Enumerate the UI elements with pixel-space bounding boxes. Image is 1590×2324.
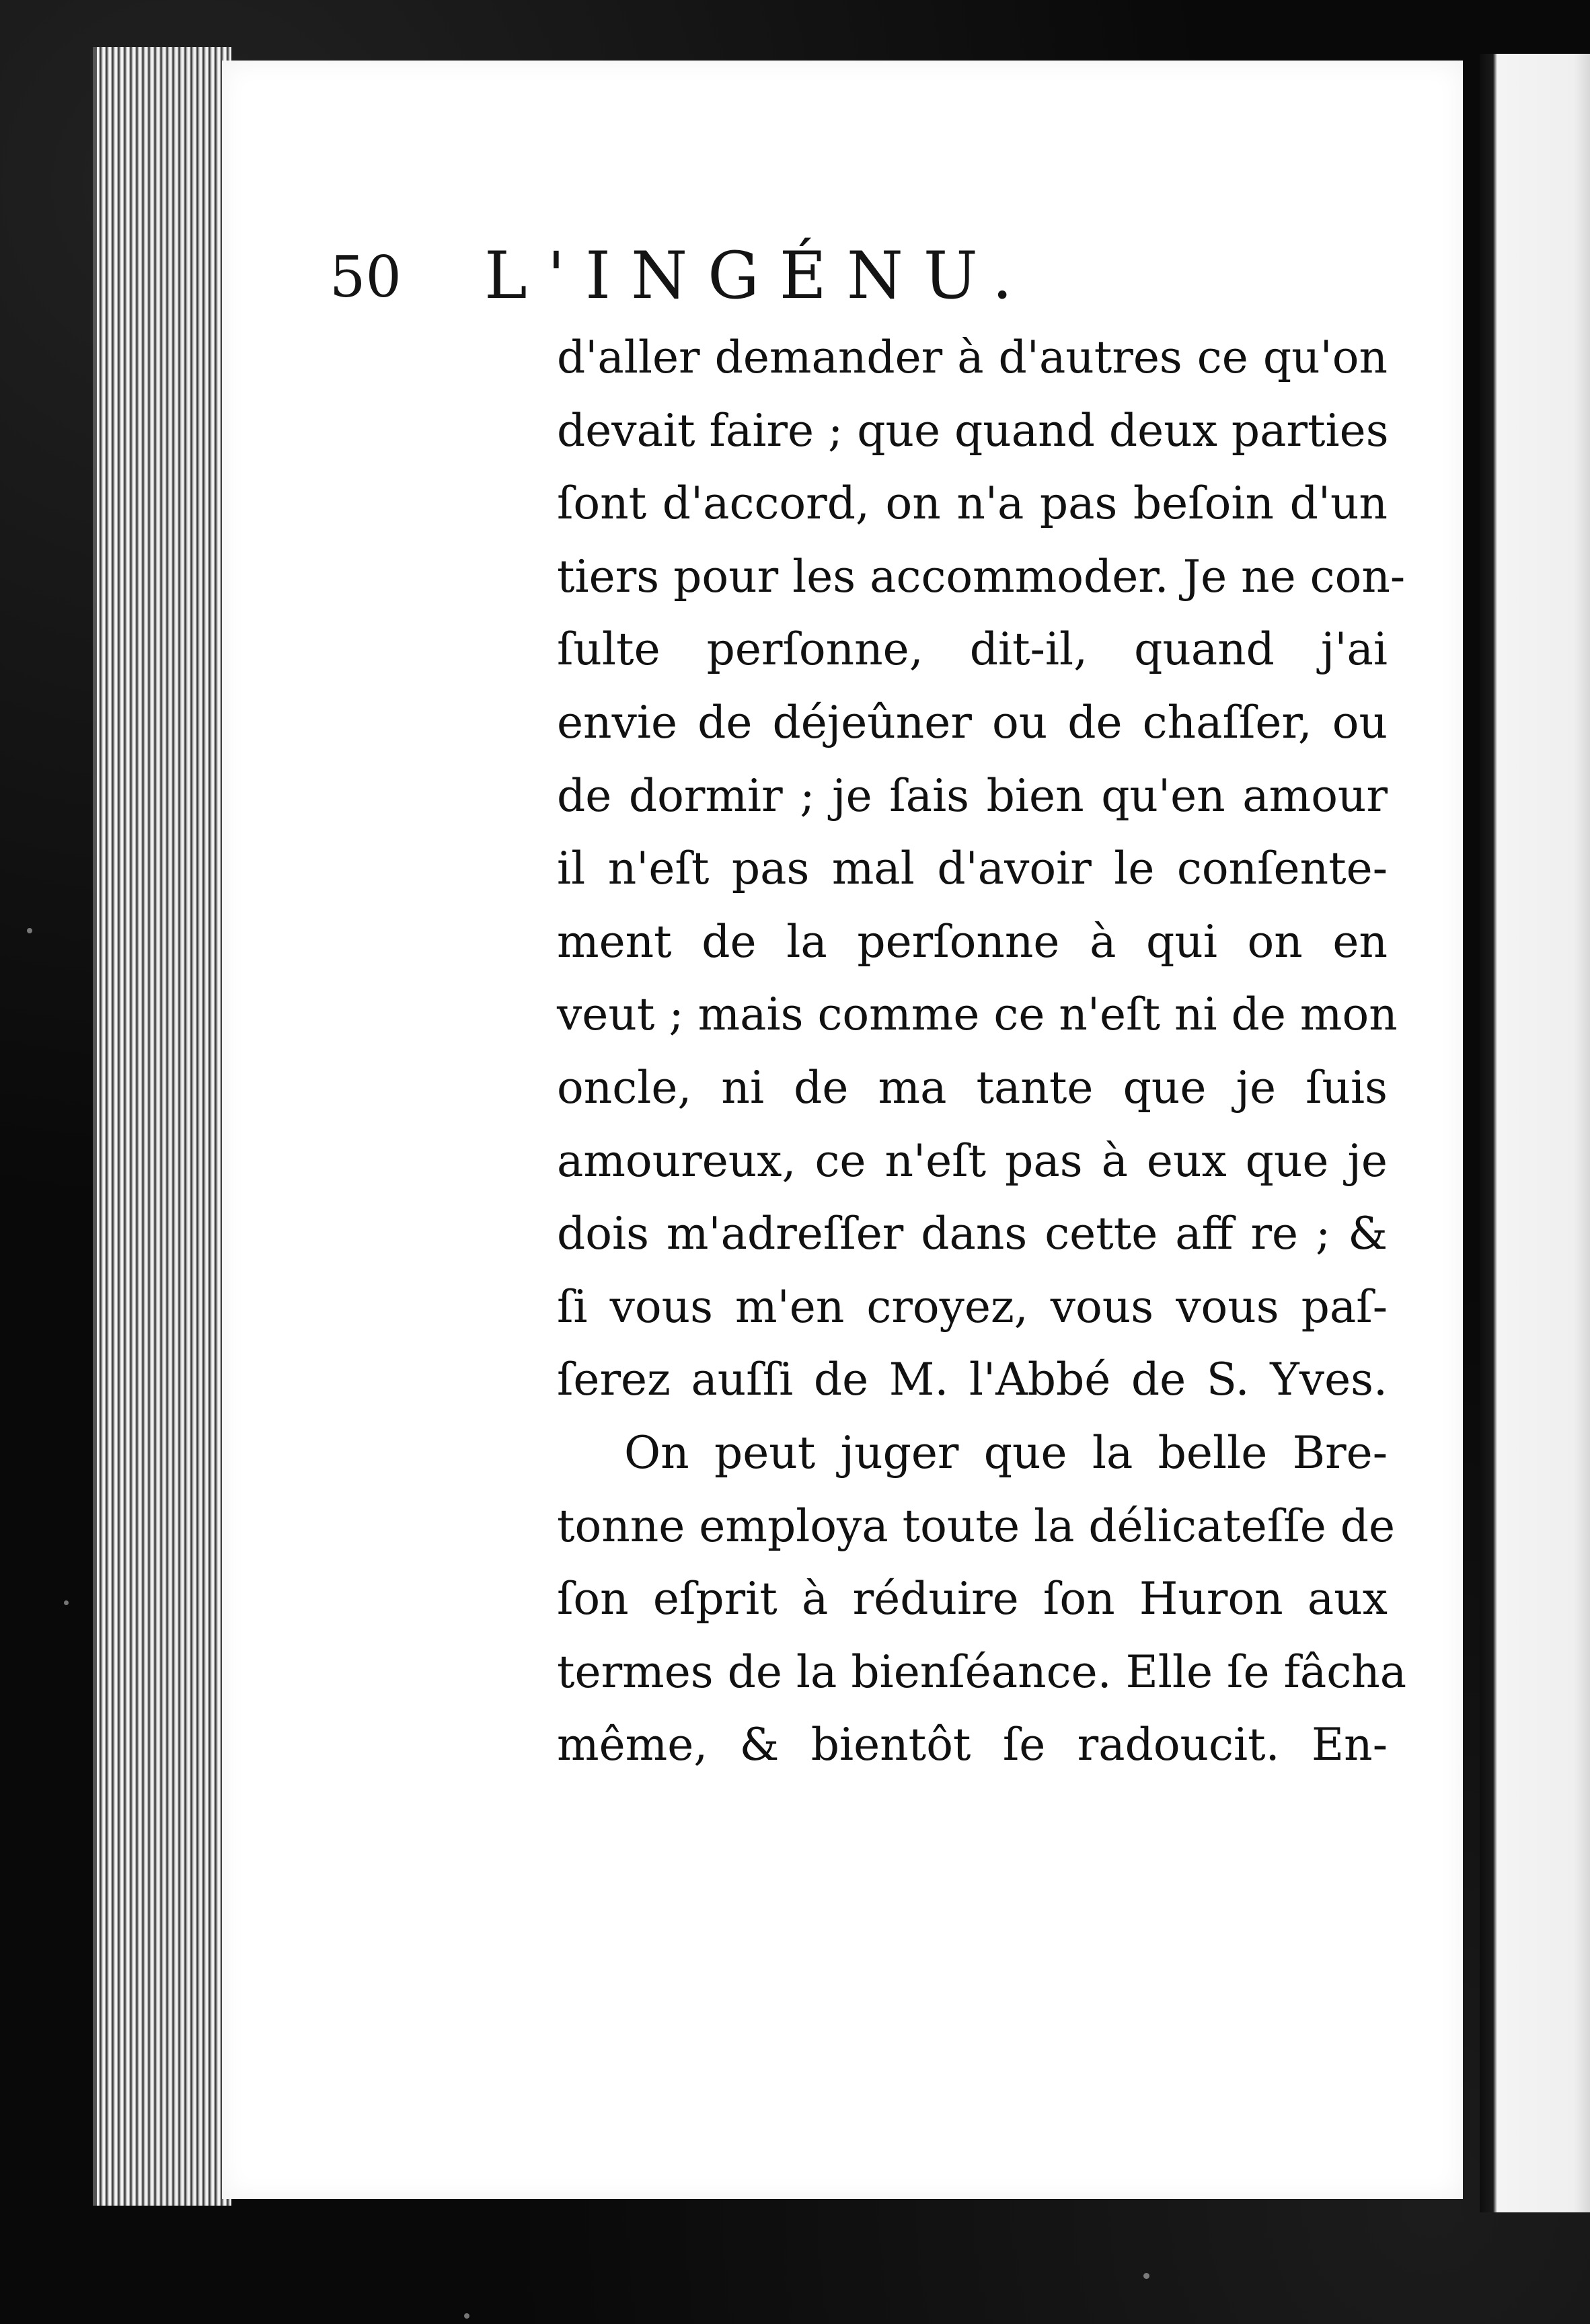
text-line: devait faire ; que quand deux parties [557,404,1389,457]
text-line: tiers pour les accommoder. Je ne con- [557,550,1406,603]
body-text [557,321,1407,1782]
text-line: il n'eſt pas mal d'avoir le conſente- [557,843,1388,895]
adjacent-page-edge [1480,54,1590,2212]
book-page-edges [93,47,231,2206]
text-line: termes de la bienſéance. Elle ſe fâcha [557,1645,1407,1698]
text-line: dois m'adreſſer dans cette aff re ; & [557,1208,1388,1260]
text-line: tonne employa toute la délicateſſe de [557,1500,1396,1552]
running-title: L'INGÉNU. [484,238,1033,313]
text-line: envie de déjeûner ou de chaſſer, ou [557,696,1388,748]
text-line: veut ; mais comme ce n'eſt ni de mon [557,989,1398,1041]
text-line: de dormir ; je ſais bien qu'en amour [557,769,1388,822]
text-line: même, & bientôt ſe radoucit. En- [557,1719,1388,1771]
text-line: ſerez auſſi de M. l'Abbé de S. Yves. [557,1354,1388,1406]
dust-speck [64,1600,69,1605]
page-number: 50 [330,244,402,310]
text-line: d'aller demander à d'autres ce qu'on [557,332,1388,383]
text-line: ſont d'accord, on n'a pas beſoin d'un [557,477,1388,530]
dust-speck [464,2313,469,2319]
page-header [330,227,1271,321]
text-line: ſulte perſonne, dit-il, quand j'ai [557,623,1388,676]
text-line: ment de la perſonne à qui on en [557,915,1388,968]
text-line: ſi vous m'en croyez, vous vous paſ- [557,1280,1388,1333]
dust-speck [1143,2273,1149,2279]
text-line: oncle, ni de ma tante que je ſuis [557,1061,1388,1114]
paragraph-first-line: On peut juger que la belle Bre- [624,1426,1388,1479]
text-line: amoureux, ce n'eſt pas à eux que je [557,1134,1388,1187]
text-line: ſon eſprit à réduire ſon Huron aux [557,1573,1388,1625]
dust-speck [27,928,32,933]
